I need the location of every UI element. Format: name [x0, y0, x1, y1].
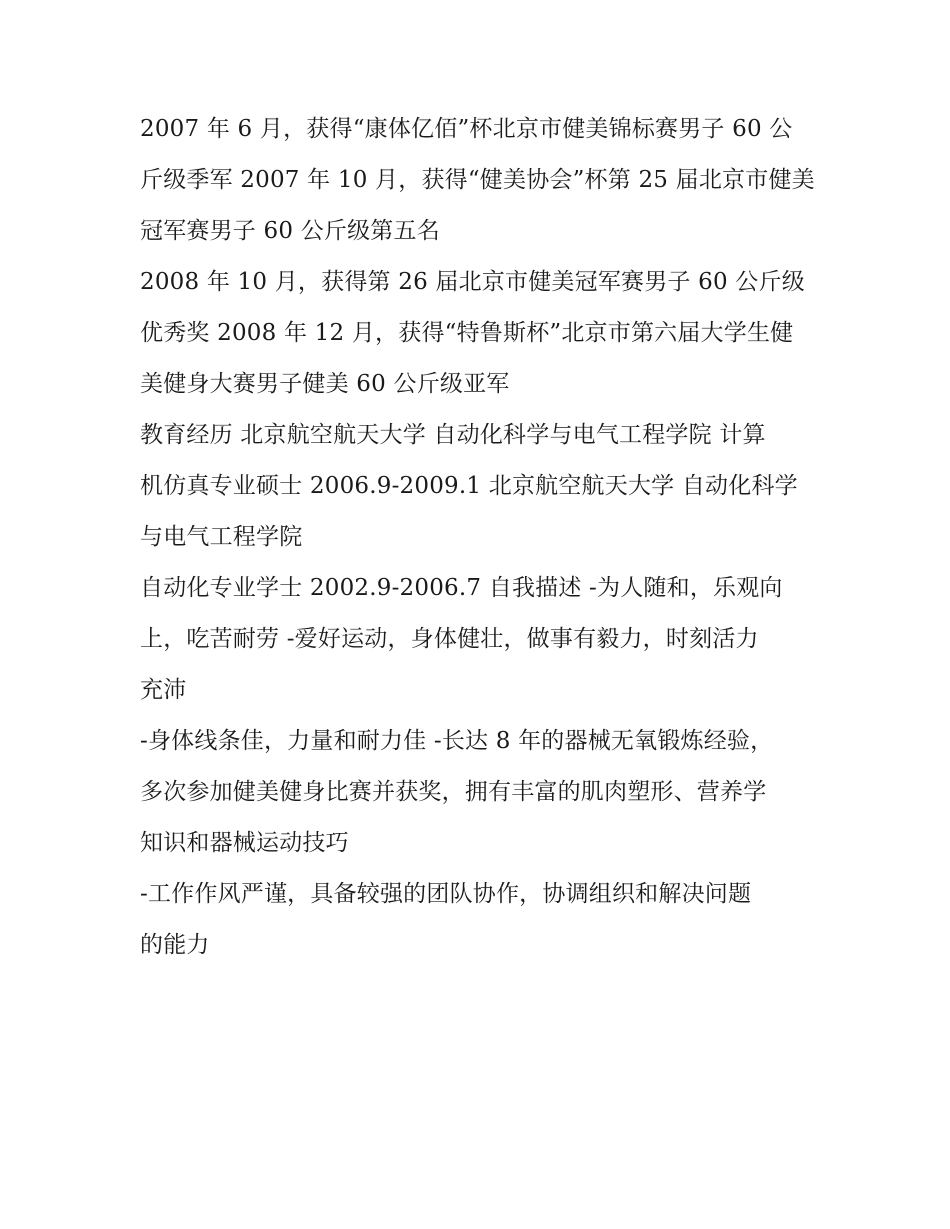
text-line: 自动化专业学士 2002.9-2006.7 自我描述 -为人随和，乐观向	[140, 575, 783, 601]
paragraph-competition-2007	[140, 104, 820, 257]
paragraph-education	[140, 410, 820, 563]
text-line: 多次参加健美健身比赛并获奖，拥有丰富的肌肉塑形、营养学	[140, 779, 767, 805]
text-line: 2008 年 10 月，获得第 26 届北京市健美冠军赛男子 60 公斤级	[140, 269, 805, 295]
text-line: 机仿真专业硕士 2006.9-2009.1 北京航空航天大学 自动化科学	[140, 473, 798, 499]
text-line: 冠军赛男子 60 公斤级第五名	[140, 218, 440, 244]
text-line: 优秀奖 2008 年 12 月，获得“特鲁斯杯”北京市第六届大学生健	[140, 320, 794, 346]
text-line: 的能力	[140, 932, 210, 958]
text-line: 教育经历 北京航空航天大学 自动化科学与电气工程学院 计算	[140, 422, 766, 448]
text-line: 斤级季军 2007 年 10 月，获得“健美协会”杯第 25 届北京市健美	[140, 167, 815, 193]
text-line: 2007 年 6 月，获得“康体亿佰”杯北京市健美锦标赛男子 60 公	[140, 116, 793, 142]
paragraph-physical-experience	[140, 716, 820, 869]
text-line: -身体线条佳，力量和耐力佳 -长达 8 年的器械无氧锻炼经验，	[140, 728, 774, 754]
text-line: 美健身大赛男子健美 60 公斤级亚军	[140, 371, 510, 397]
text-line: 知识和器械运动技巧	[140, 830, 349, 856]
text-line: 上，吃苦耐劳 -爱好运动，身体健壮，做事有毅力，时刻活力	[140, 626, 759, 652]
paragraph-self-description	[140, 563, 820, 716]
text-line: 充沛	[140, 677, 187, 703]
paragraph-work-style	[140, 869, 820, 971]
text-line: -工作作风严谨，具备较强的团队协作，协调组织和解决问题	[140, 881, 752, 907]
text-line: 与电气工程学院	[140, 524, 303, 550]
document-body	[140, 104, 820, 971]
paragraph-competition-2008	[140, 257, 820, 410]
